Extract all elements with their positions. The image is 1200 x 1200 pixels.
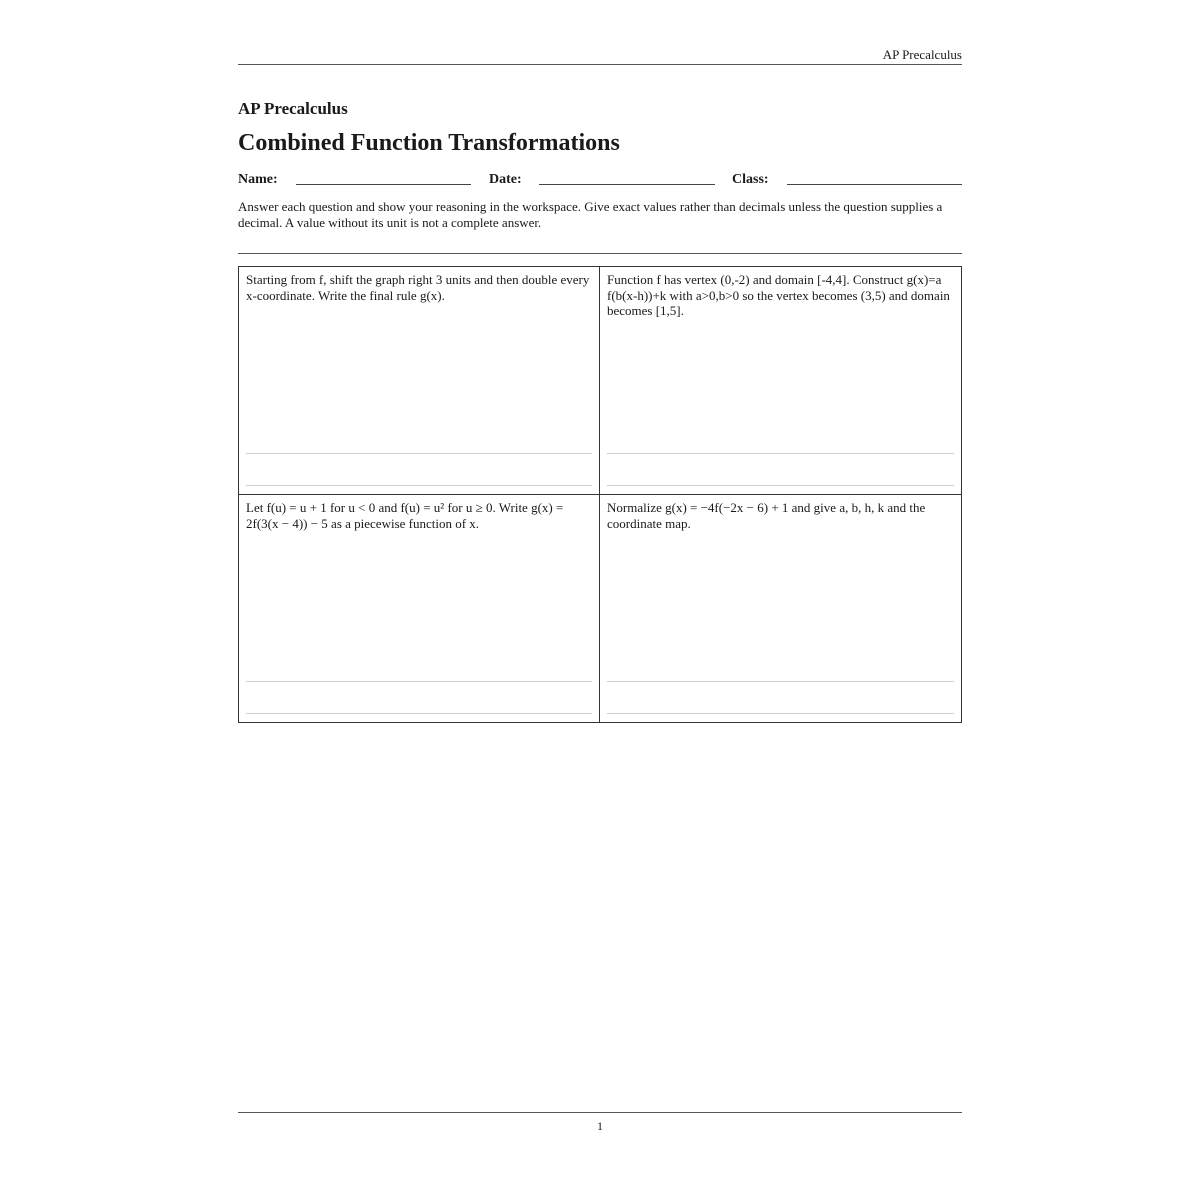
section-rule <box>238 253 962 254</box>
question-cell <box>600 267 961 495</box>
page-number: 1 <box>597 1119 603 1133</box>
name-label: Name: <box>238 172 278 187</box>
question-cell <box>239 267 600 495</box>
header-rule <box>238 64 962 65</box>
running-header: AP Precalculus <box>882 47 962 62</box>
class-label: Class: <box>732 172 769 187</box>
answer-line[interactable] <box>607 485 954 486</box>
question-grid <box>238 266 962 723</box>
class-field[interactable] <box>787 184 962 185</box>
answer-line[interactable] <box>246 485 592 486</box>
name-field[interactable] <box>296 184 471 185</box>
answer-line[interactable] <box>246 453 592 454</box>
worksheet-page <box>238 0 962 1200</box>
instructions: Answer each question and show your reasoning in the workspace. Give exact values rather than decimals unless the question supplies a decimal. A value without its unit is not a complete answer. <box>238 199 943 230</box>
question-text: Normalize g(x) = −4f(−2x − 6) + 1 and give a, b, h, k and the coordinate map. <box>607 500 926 531</box>
answer-line[interactable] <box>607 713 954 714</box>
footer-rule <box>238 1112 962 1113</box>
answer-line[interactable] <box>246 681 592 682</box>
question-cell <box>239 495 600 722</box>
question-text: Function f has vertex (0,-2) and domain [-4,4]. Construct g(x)=a f(b(x-h))+k with a>0,b>0 so the vertex becomes (3,5) and domain becomes [1,5]. <box>607 272 950 318</box>
course-name: AP Precalculus <box>238 99 348 118</box>
answer-line[interactable] <box>607 453 954 454</box>
question-cell <box>600 495 961 722</box>
question-text: Let f(u) = u + 1 for u < 0 and f(u) = u² for u ≥ 0. Write g(x) = 2f(3(x − 4)) − 5 as a piecewise function of x. <box>246 500 564 531</box>
answer-line[interactable] <box>607 681 954 682</box>
worksheet-title: Combined Function Transformations <box>238 130 620 156</box>
question-text: Starting from f, shift the graph right 3 units and then double every x-coordinate. Write the final rule g(x). <box>246 272 590 303</box>
date-field[interactable] <box>539 184 715 185</box>
date-label: Date: <box>489 172 522 187</box>
answer-line[interactable] <box>246 713 592 714</box>
student-info-fields <box>238 172 962 192</box>
